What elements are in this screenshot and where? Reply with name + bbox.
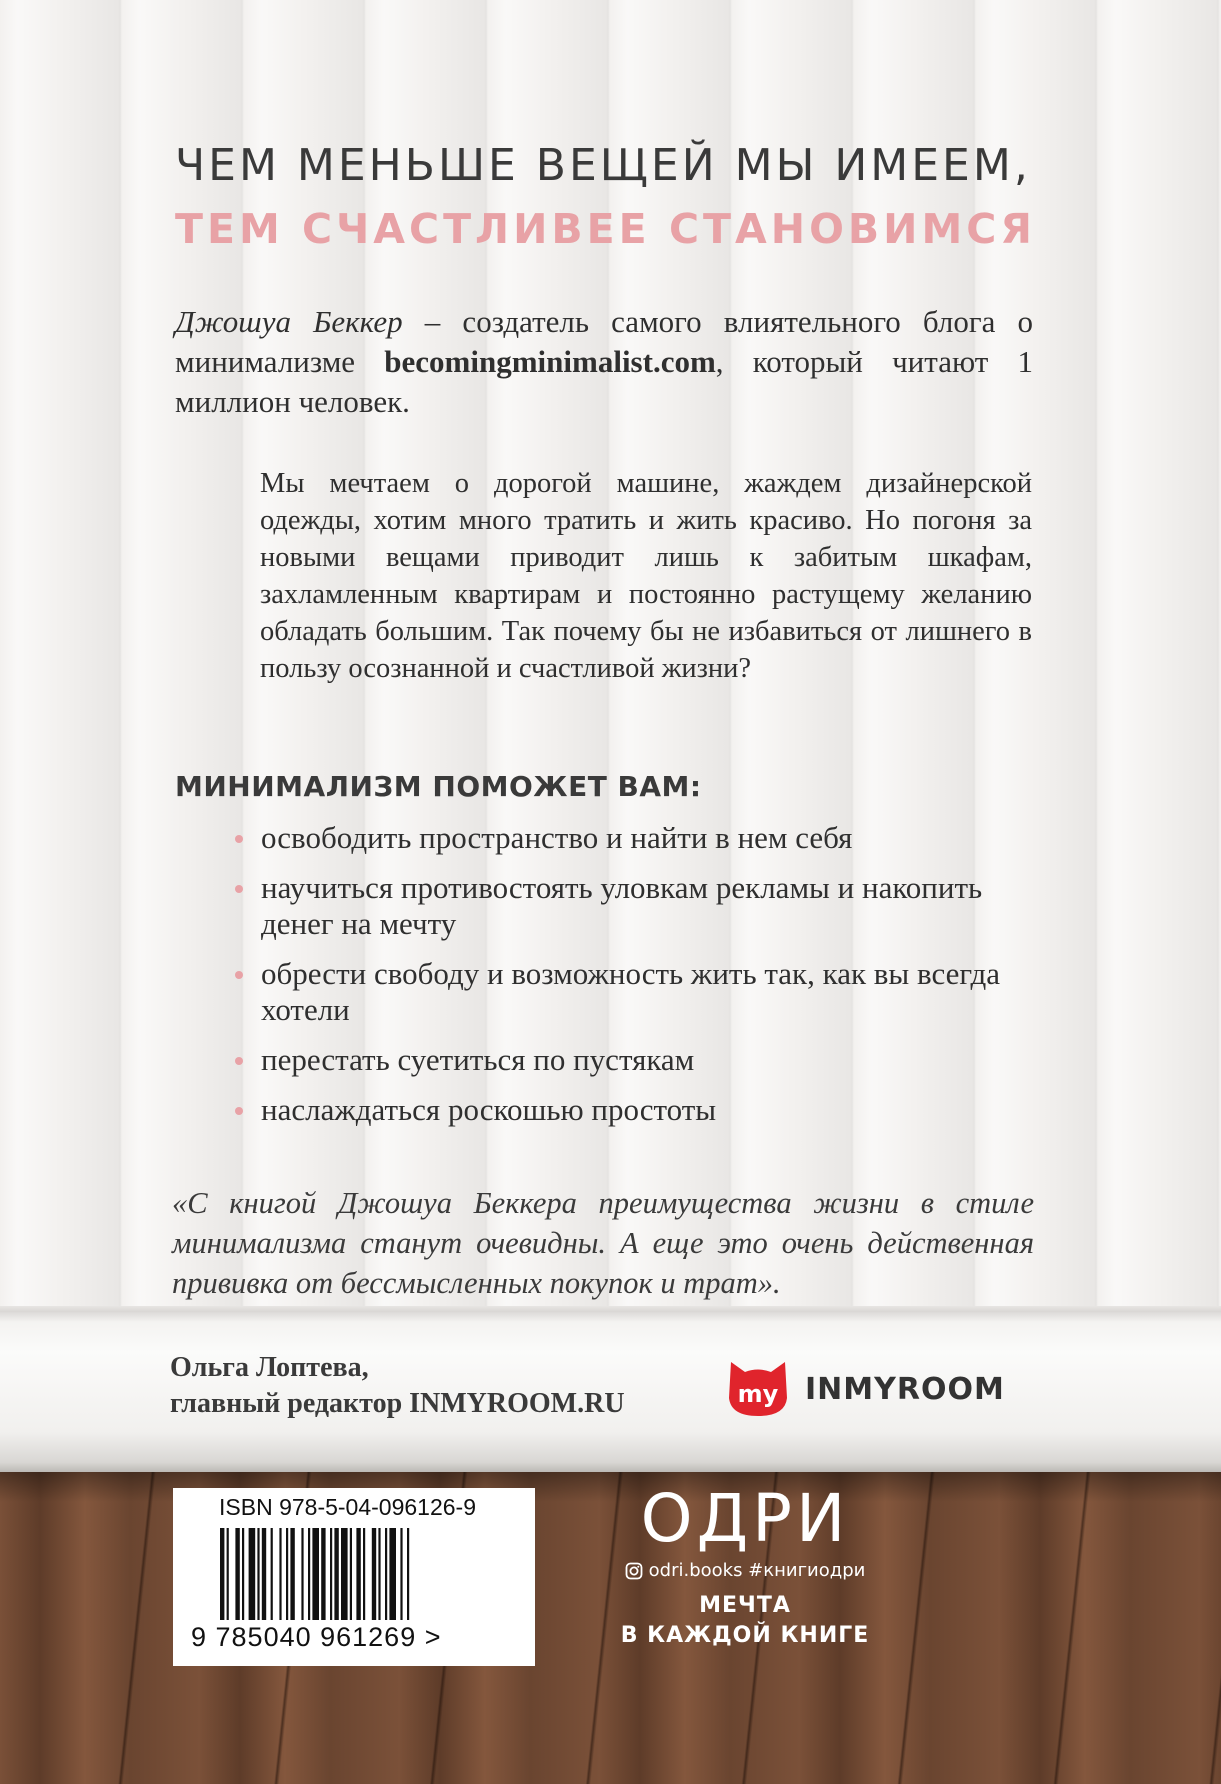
isbn-text: ISBN 978-5-04-096126-9 (219, 1494, 476, 1520)
list-item (235, 870, 1035, 942)
list-title: МИНИМАЛИЗМ ПОМОЖЕТ ВАМ: (175, 770, 702, 803)
body-paragraph: Мы мечтаем о дорогой машине, жаждем дизайнерской одежды, хотим много тратить и жить красиво. Но погоня за новыми вещами приводит лишь к забитым шкафам, захламленным квартирам и постоянно растущему желанию обладать большим. Так почему бы не избавиться от лишнего в пользу осознанной и счастливой жизни? (260, 468, 1032, 684)
barcode-digits: 9 785040 961269 > (191, 1622, 442, 1652)
blog-site: becomingminimalist.com (384, 344, 716, 379)
list-item-text: освободить пространство и найти в нем себя (261, 820, 853, 855)
attribution-name: Ольга Лоптева, (170, 1352, 369, 1383)
bullet-dot-icon (235, 885, 243, 893)
publisher-social (600, 1560, 890, 1581)
publisher-tagline-2: В КАЖДОЙ КНИГЕ (620, 1623, 870, 1648)
headline-line-2: ТЕМ СЧАСТЛИВЕЕ СТАНОВИМСЯ (175, 205, 1036, 253)
headline-line-1: ЧЕМ МЕНЬШЕ ВЕЩЕЙ МЫ ИМЕЕМ, (175, 140, 1031, 191)
bullet-dot-icon (235, 971, 243, 979)
list-item-text: перестать суетиться по пустякам (261, 1042, 695, 1077)
inmyroom-mark-text: my (737, 1380, 779, 1408)
publisher-social-text: odri.books #книгиодри (648, 1560, 866, 1581)
attribution-role: главный редактор INMYROOM.RU (170, 1388, 625, 1419)
intro-text-2: , который читают 1 миллион человек. (175, 344, 1033, 419)
list-item-text: наслаждаться роскошью простоты (261, 1092, 717, 1127)
bullet-dot-icon (235, 1107, 243, 1115)
intro-text-1: – создатель самого влиятельного блога о минимализме (175, 304, 1034, 379)
list-item (235, 1092, 1035, 1128)
publisher-logo: ОДРИ (640, 1480, 850, 1557)
list-item (235, 956, 1035, 1028)
headline (175, 140, 1055, 253)
list-item-text: научиться противостоять уловкам рекламы и накопить денег на мечту (261, 870, 983, 941)
inmyroom-cat-icon (725, 1358, 791, 1420)
barcode-panel (173, 1488, 535, 1666)
publisher-tagline-1: МЕЧТА (699, 1593, 791, 1618)
bullet-dot-icon (235, 835, 243, 843)
review-quote: «С книгой Джошуа Беккера преимущества жизни в стиле минимализма станут очевидны. А еще это очень действенная прививка от бессмысленных покупок и трат». (172, 1186, 1034, 1300)
bullet-dot-icon (235, 1057, 243, 1065)
instagram-icon (625, 1562, 643, 1580)
author-name: Джошуа Беккер (175, 304, 403, 339)
list-item (235, 820, 1035, 856)
inmyroom-logo (725, 1358, 1005, 1420)
list-item (235, 1042, 1035, 1078)
benefits-list (235, 820, 1035, 1142)
intro-paragraph (175, 302, 1033, 422)
list-item-text: обрести свободу и возможность жить так, как вы всегда хотели (261, 956, 1001, 1027)
barcode-bars (220, 1528, 490, 1624)
quote-attribution (170, 1350, 625, 1422)
publisher-block (600, 1480, 890, 1651)
inmyroom-wordmark: INMYROOM (805, 1371, 1005, 1407)
